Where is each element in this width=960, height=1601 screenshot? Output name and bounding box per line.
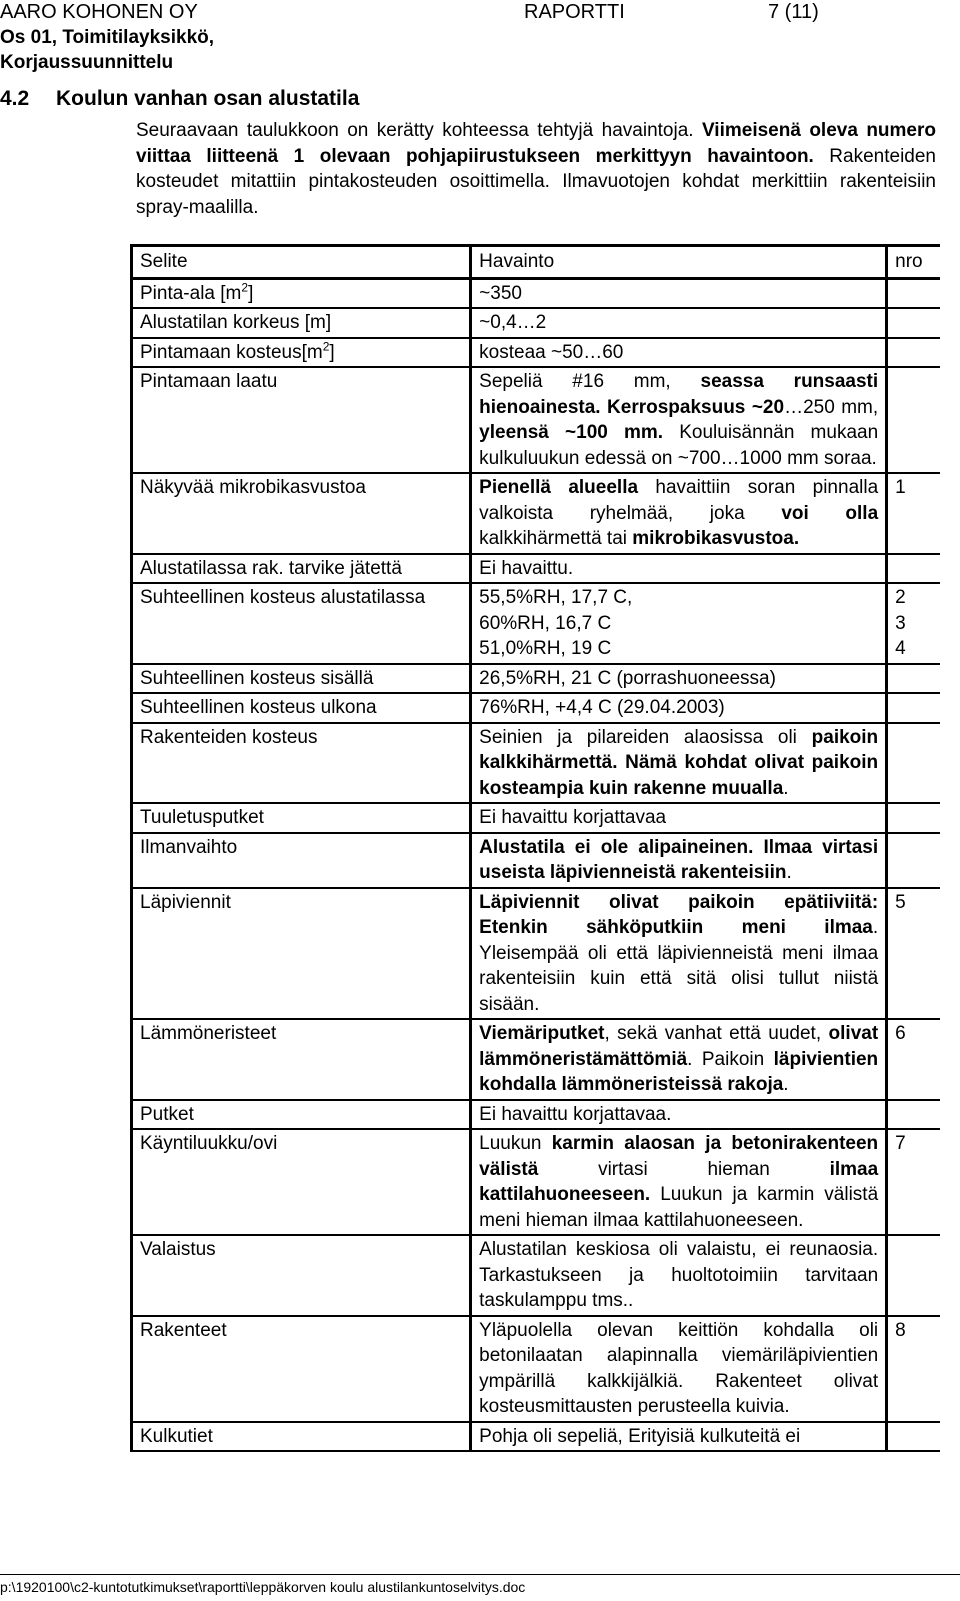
row-label: Ilmanvaihto — [132, 833, 471, 888]
row-nro — [887, 693, 940, 723]
table-header-row — [132, 246, 941, 279]
row-nro: 2 3 4 — [887, 583, 940, 664]
intro-text-bold: Viimeisenä oleva numero viittaa liitteenä 1 olevaan pohjapiirustukseen merkittyyn havaintoon. — [136, 120, 937, 167]
row-value: Pienellä alueella havaittiin soran pinnalla valkoista ryhelmää, joka voi olla kalkkihärmettä tai mikrobikasvustoa. — [471, 473, 887, 554]
row-label: Pintamaan $kosteus[m^2]$ — [132, 338, 471, 368]
row-nro: 7 — [887, 1129, 940, 1235]
company-name: AARO KOHONEN OY — [0, 1, 198, 23]
footer-file-path: p:\1920100\c2-kuntotutkimukset\raportti\leppäkorven koulu alustilankuntoselvitys.doc — [0, 1579, 526, 1595]
row-value: Viemäriputket, sekä vanhat että uudet, olivat lämmöneristämättömiä. Paikoin läpivientien kohdalla lämmöneristeissä rakoja. — [471, 1019, 887, 1100]
intro-paragraph — [136, 118, 936, 220]
table-row — [132, 1129, 941, 1235]
row-value: 55,5%RH, 17,7 C, 60%RH, 16,7 C 51,0%RH, 19 C — [471, 583, 887, 664]
row-nro — [887, 1235, 940, 1316]
intro-text-1: Seuraavaan taulukkoon on kerätty kohteessa tehtyjä havaintoja. — [136, 120, 702, 141]
row-value: 26,5%RH, 21 C (porrashuoneessa) — [471, 664, 887, 694]
row-nro — [887, 1422, 940, 1452]
row-nro — [887, 1100, 940, 1130]
row-nro — [887, 664, 940, 694]
row-value: Seinien ja pilareiden alaosissa oli paikoin kalkkihärmettä. Nämä kohdat olivat paikoin kosteampia kuin rakenne muualla. — [471, 723, 887, 804]
table-row — [132, 583, 941, 664]
row-value: Ei havaittu. — [471, 554, 887, 584]
row-label: Putket — [132, 1100, 471, 1130]
row-value: Läpiviennit olivat paikoin epätiiviitä: Etenkin sähköputkiin meni ilmaa. Yleisempää oli että läpivienneistä meni ilmaa rakenteisiin kuin että sitä olisi tullut niistä sisään. — [471, 888, 887, 1020]
row-label: Alustatilan korkeus [m] — [132, 308, 471, 338]
table-row — [132, 554, 941, 584]
row-label: Käyntiluukku/ovi — [132, 1129, 471, 1235]
row-value: ~350 — [471, 278, 887, 308]
row-label: Pinta-ala $[m^2]$ — [132, 278, 471, 308]
table-row — [132, 1316, 941, 1422]
row-value: Luukun karmin alaosan ja betonirakenteen välistä virtasi hieman ilmaa kattilahuoneeseen. Luukun ja karmin välistä meni hieman ilmaa kattilahuoneeseen. — [471, 1129, 887, 1235]
table-row — [132, 723, 941, 804]
row-label: Suhteellinen kosteus sisällä — [132, 664, 471, 694]
row-label: Alustatilassa rak. tarvike jätettä — [132, 554, 471, 584]
department-line: Os 01, Toimitilayksikkö, — [0, 27, 215, 48]
section-heading: Koulun vanhan osan alustatila — [56, 87, 360, 110]
row-value: Alustatilan keskiosa oli valaistu, ei reunaosia. Tarkastukseen ja huoltotoimiin tarvitaan taskulamppu tms.. — [471, 1235, 887, 1316]
row-label: Lämmöneristeet — [132, 1019, 471, 1100]
row-value: Yläpuolella olevan keittiön kohdalla oli betonilaatan alapinnalla viemäriläpivientien ympärillä kalkkijälkiä. Rakenteet olivat kosteusmittausten perusteella kuivia. — [471, 1316, 887, 1422]
document-type: RAPORTTI — [524, 1, 625, 23]
row-nro — [887, 803, 940, 833]
table-row — [132, 803, 941, 833]
row-value: Alustatila ei ole alipaineinen. Ilmaa virtasi useista läpivienneistä rakenteisiin. — [471, 833, 887, 888]
section-number: 4.2 — [0, 87, 30, 110]
table-row — [132, 664, 941, 694]
table-row — [132, 833, 941, 888]
row-label: Suhteellinen kosteus ulkona — [132, 693, 471, 723]
table-row — [132, 338, 941, 368]
row-nro — [887, 278, 940, 308]
row-value: Pohja oli sepeliä, Erityisiä kulkuteitä ei — [471, 1422, 887, 1452]
table-row — [132, 278, 941, 308]
row-nro: 1 — [887, 473, 940, 554]
row-label: Suhteellinen kosteus alustatilassa — [132, 583, 471, 664]
row-label: Valaistus — [132, 1235, 471, 1316]
row-value: Ei havaittu korjattavaa. — [471, 1100, 887, 1130]
row-value: 76%RH, +4,4 C (29.04.2003) — [471, 693, 887, 723]
page-number: 7 (11) — [768, 1, 819, 23]
table-row — [132, 308, 941, 338]
section-title — [0, 86, 359, 112]
row-value: kosteaa ~50…60 — [471, 338, 887, 368]
row-nro — [887, 308, 940, 338]
row-nro — [887, 338, 940, 368]
table-row — [132, 1422, 941, 1452]
table-row — [132, 473, 941, 554]
unit-line: Korjaussuunnittelu — [0, 52, 174, 73]
page-header — [0, 0, 960, 80]
header-nro: nro — [887, 246, 940, 279]
table-row — [132, 1100, 941, 1130]
footer-divider — [0, 1574, 960, 1575]
table-row — [132, 1019, 941, 1100]
header-havainto: Havainto — [471, 246, 887, 279]
table-row — [132, 1235, 941, 1316]
row-label: Kulkutiet — [132, 1422, 471, 1452]
row-label: Näkyvää mikrobikasvustoa — [132, 473, 471, 554]
row-label: Rakenteiden kosteus — [132, 723, 471, 804]
row-label: Läpiviennit — [132, 888, 471, 1020]
row-nro: 8 — [887, 1316, 940, 1422]
table-row — [132, 888, 941, 1020]
header-selite: Selite — [132, 246, 471, 279]
row-nro — [887, 723, 940, 804]
row-nro: 6 — [887, 1019, 940, 1100]
row-label: Tuuletusputket — [132, 803, 471, 833]
row-nro: 5 — [887, 888, 940, 1020]
row-value: Sepeliä #16 mm, seassa runsaasti hienoainesta. Kerrospaksuus ~20…250 mm, yleensä ~100 mm. Kouluisännän mukaan kulkuluukun edessä on ~700…1000 mm soraa. — [471, 367, 887, 473]
row-nro — [887, 367, 940, 473]
table-row — [132, 367, 941, 473]
row-value: Ei havaittu korjattavaa — [471, 803, 887, 833]
row-value: ~0,4…2 — [471, 308, 887, 338]
observations-table — [130, 244, 940, 1452]
intro-text-2: Rakenteiden kosteudet mitattiin pintakosteuden osoittimella. Ilmavuotojen kohdat merkittiin rakenteisiin spray-maalilla. — [136, 145, 936, 218]
table-row — [132, 693, 941, 723]
row-label: Rakenteet — [132, 1316, 471, 1422]
row-nro — [887, 554, 940, 584]
row-nro — [887, 833, 940, 888]
row-label: Pintamaan laatu — [132, 367, 471, 473]
